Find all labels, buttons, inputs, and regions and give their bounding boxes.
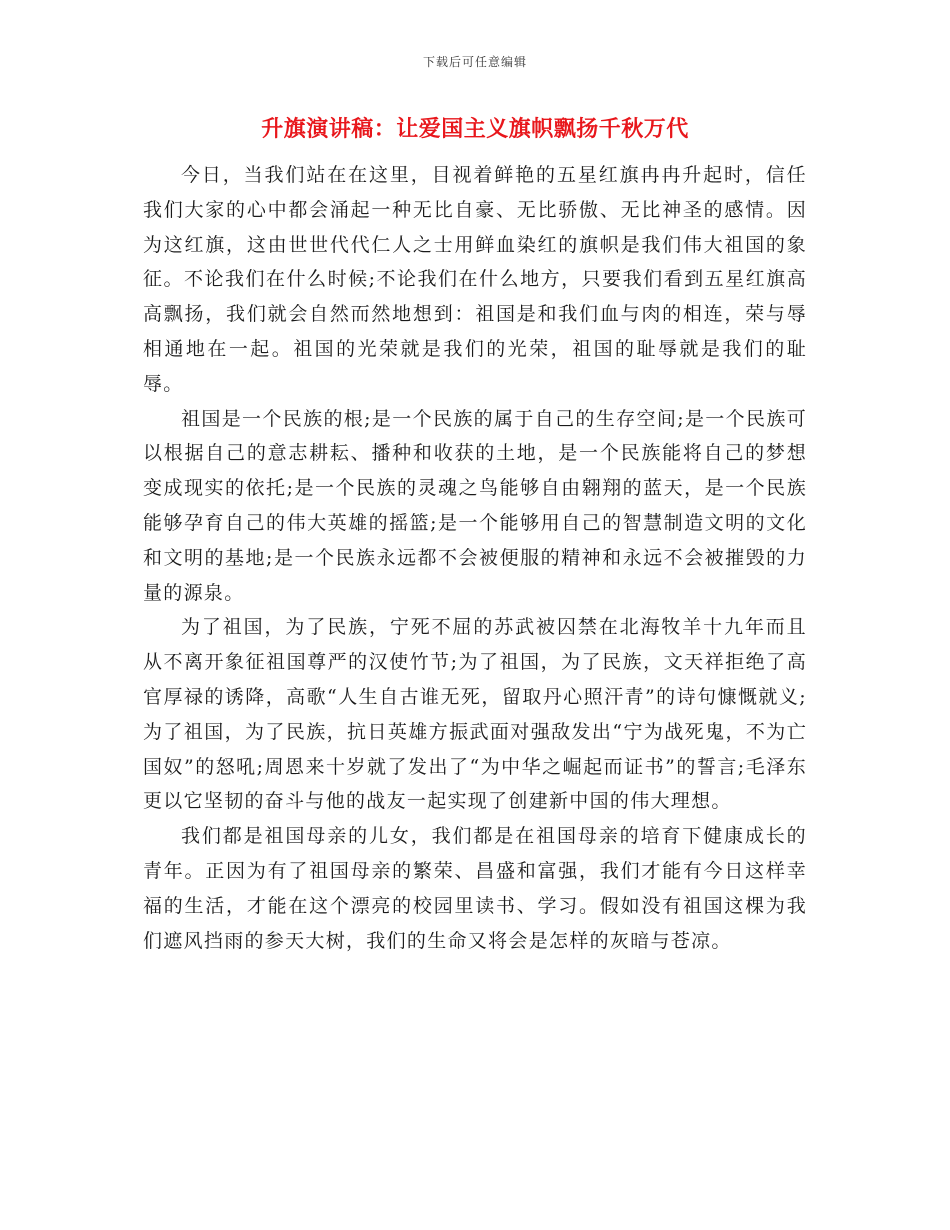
paragraph: 为了祖国，为了民族，宁死不屈的苏武被囚禁在北海牧羊十九年而且从不离开象征祖国尊严的汉使竹节;为了祖国，为了民族，文天祥拒绝了高官厚禄的诱降，高歌“人生自古谁无死，留取丹心照汗青”的诗句慷慨就义;为了祖国，为了民族，抗日英雄方振武面对强敌发出“宁为战死鬼，不为亡国奴”的怒吼;周恩来十岁就了发出了“为中华之崛起而证书”的誓言;毛泽东更以它坚韧的奋斗与他的战友一起实现了创建新中国的伟大理想。 bbox=[143, 616, 807, 813]
document-title: 升旗演讲稿：让爱国主义旗帜飘扬千秋万代 bbox=[261, 116, 689, 142]
paragraph: 我们都是祖国母亲的儿女，我们都是在祖国母亲的培育下健康成长的青年。正因为有了祖国母亲的繁荣、昌盛和富强，我们才能有今日这样幸福的生活，才能在这个漂亮的校园里读书、学习。假如没有祖国这棵为我们遮风挡雨的参天大树，我们的生命又将会是怎样的灰暗与苍凉。 bbox=[143, 825, 807, 952]
paragraph: 今日，当我们站在在这里，目视着鲜艳的五星红旗冉冉升起时，信任我们大家的心中都会涌起一种无比自豪、无比骄傲、无比神圣的感情。因为这红旗，这由世世代代仁人之士用鲜血染红的旗帜是我们伟大祖国的象征。不论我们在什么时候;不论我们在什么地方，只要我们看到五星红旗高高飘扬，我们就会自然而然地想到：祖国是和我们血与肉的相连，荣与辱相通地在一起。祖国的光荣就是我们的光荣，祖国的耻辱就是我们的耻辱。 bbox=[143, 164, 807, 395]
header-note: 下载后可任意编辑 bbox=[422, 55, 527, 69]
paragraph: 祖国是一个民族的根;是一个民族的属于自己的生存空间;是一个民族可以根据自己的意志耕耘、播种和收获的土地，是一个民族能将自己的梦想变成现实的依托;是一个民族的灵魂之鸟能够自由翱翔的蓝天，是一个民族能够孕育自己的伟大英雄的摇篮;是一个能够用自己的智慧制造文明的文化和文明的基地;是一个民族永远都不会被便服的精神和永远不会被摧毁的力量的源泉。 bbox=[143, 407, 807, 604]
document-body bbox=[143, 158, 807, 958]
